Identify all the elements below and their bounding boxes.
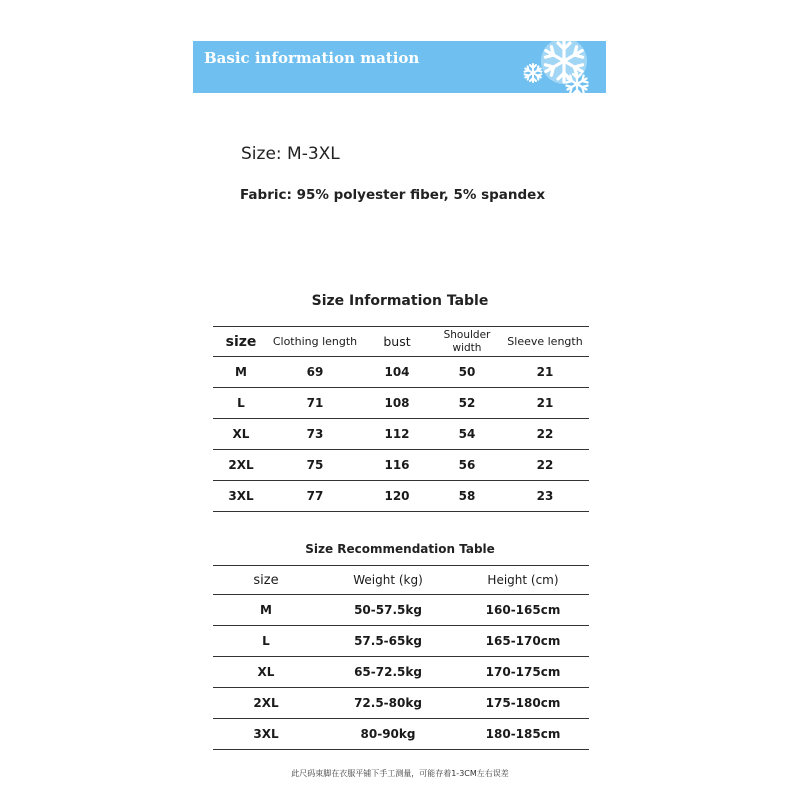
table-header-row bbox=[213, 327, 589, 357]
table-cell: 72.5-80kg bbox=[319, 688, 457, 719]
column-header: Weight (kg) bbox=[319, 566, 457, 595]
table-cell: L bbox=[213, 626, 319, 657]
table-cell: 112 bbox=[361, 419, 433, 450]
size-info-table-title: Size Information Table bbox=[311, 293, 489, 309]
table-cell: 108 bbox=[361, 388, 433, 419]
table-cell: 71 bbox=[269, 388, 361, 419]
table-cell: 165-170cm bbox=[457, 626, 589, 657]
table-cell: 73 bbox=[269, 419, 361, 450]
banner-title: Basic information mation bbox=[204, 49, 420, 67]
table-cell: 58 bbox=[433, 481, 501, 512]
table-row bbox=[213, 450, 589, 481]
size-range: Size: M-3XL bbox=[241, 144, 340, 164]
table-row bbox=[213, 688, 589, 719]
table-cell: 22 bbox=[501, 450, 589, 481]
table-row bbox=[213, 388, 589, 419]
table-cell: XL bbox=[213, 419, 269, 450]
column-header: size bbox=[213, 566, 319, 595]
info-banner bbox=[193, 41, 606, 93]
table-cell: 77 bbox=[269, 481, 361, 512]
column-header: Clothing length bbox=[269, 327, 361, 357]
column-header: Sleeve length bbox=[501, 327, 589, 357]
table-cell: 57.5-65kg bbox=[319, 626, 457, 657]
table-cell: 50-57.5kg bbox=[319, 595, 457, 626]
table-row bbox=[213, 357, 589, 388]
table-cell: 52 bbox=[433, 388, 501, 419]
column-header: Height (cm) bbox=[457, 566, 589, 595]
table-row bbox=[213, 719, 589, 750]
table-cell: 120 bbox=[361, 481, 433, 512]
table-cell: 175-180cm bbox=[457, 688, 589, 719]
table-cell: 180-185cm bbox=[457, 719, 589, 750]
table-cell: 3XL bbox=[213, 719, 319, 750]
size-rec-table bbox=[213, 565, 589, 750]
table-cell: 54 bbox=[433, 419, 501, 450]
size-info-table bbox=[213, 326, 589, 512]
table-cell: L bbox=[213, 388, 269, 419]
table-header-row bbox=[213, 566, 589, 595]
column-header: bust bbox=[361, 327, 433, 357]
table-cell: 170-175cm bbox=[457, 657, 589, 688]
table-row bbox=[213, 626, 589, 657]
column-header: Shoulder width bbox=[433, 327, 501, 357]
table-cell: 3XL bbox=[213, 481, 269, 512]
table-cell: 65-72.5kg bbox=[319, 657, 457, 688]
table-cell: 2XL bbox=[213, 450, 269, 481]
table-cell: 50 bbox=[433, 357, 501, 388]
table-cell: 80-90kg bbox=[319, 719, 457, 750]
table-cell: 116 bbox=[361, 450, 433, 481]
table-cell: 22 bbox=[501, 419, 589, 450]
table-row bbox=[213, 657, 589, 688]
table-cell: 75 bbox=[269, 450, 361, 481]
table-cell: 21 bbox=[501, 357, 589, 388]
column-header: size bbox=[213, 327, 269, 357]
measurement-note: 此尺码束脚在衣服平铺下手工测量，可能存着1-3CM左右误差 bbox=[291, 769, 509, 778]
table-cell: M bbox=[213, 595, 319, 626]
table-cell: M bbox=[213, 357, 269, 388]
table-cell: 160-165cm bbox=[457, 595, 589, 626]
table-cell: XL bbox=[213, 657, 319, 688]
table-cell: 56 bbox=[433, 450, 501, 481]
snowflake-icon bbox=[521, 61, 545, 85]
table-cell: 69 bbox=[269, 357, 361, 388]
table-cell: 2XL bbox=[213, 688, 319, 719]
snowflake-icon bbox=[563, 70, 591, 93]
size-rec-table-title: Size Recommendation Table bbox=[305, 542, 495, 556]
table-cell: 23 bbox=[501, 481, 589, 512]
fabric-composition: Fabric: 95% polyester fiber, 5% spandex bbox=[240, 187, 546, 203]
table-row bbox=[213, 419, 589, 450]
table-cell: 21 bbox=[501, 388, 589, 419]
table-row bbox=[213, 481, 589, 512]
table-cell: 104 bbox=[361, 357, 433, 388]
table-row bbox=[213, 595, 589, 626]
